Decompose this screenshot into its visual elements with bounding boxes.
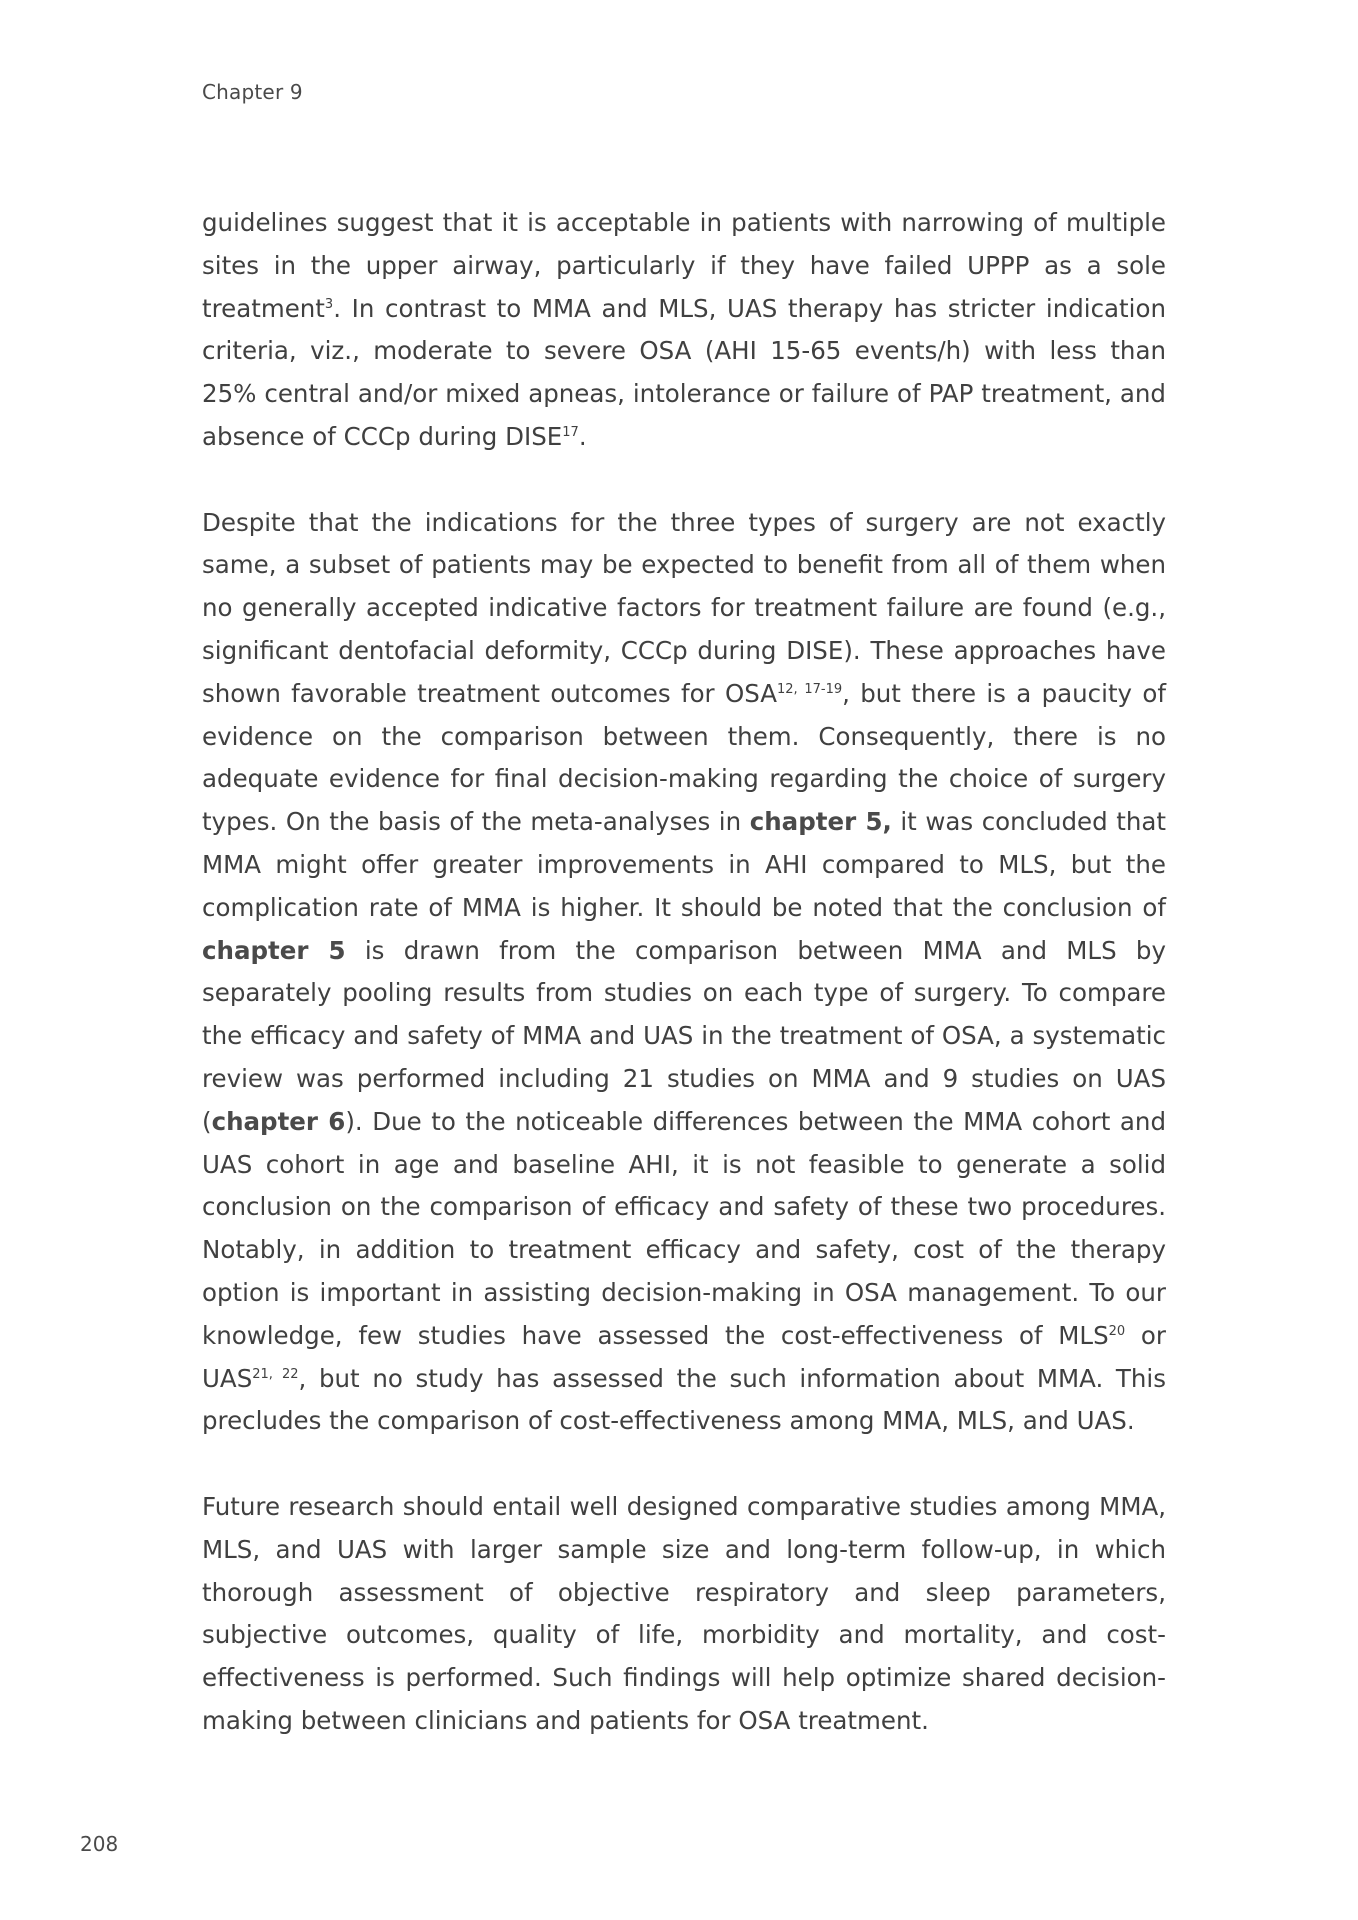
page-number: 208 <box>80 1832 119 1856</box>
text-run: , but no study has assessed the such information about MMA. This precludes the comparison of cost-effectiveness among MMA, MLS, and UAS. <box>202 1363 1166 1436</box>
text-run: guidelines suggest that it is acceptable in patients with narrowing of multiple sites in the upper airway, particularly if they have failed UPPP as a sole treatment <box>202 208 1166 323</box>
chapter-reference: chapter 6 <box>211 1106 346 1136</box>
running-head: Chapter 9 <box>202 80 303 104</box>
text-run: Despite that the indications for the three types of surgery are not exactly same, a subset of patients may be expected to benefit from all of them when no generally accepted indicative factors for treatment failure are found (e.g., significant dentofacial deformity, CCCp during DISE). These approaches have shown favorable treatment outcomes for OSA <box>202 507 1166 708</box>
reference-superscript: 17 <box>562 424 579 440</box>
paragraph-1 <box>202 202 1166 459</box>
text-run: . In contrast to MMA and MLS, UAS therapy has stricter indication criteria, viz., moderate to severe OSA (AHI 15-65 events/h) with less than 25% central and/or mixed apneas, intolerance or failure of PAP treatment, and absence of CCCp during DISE <box>202 293 1166 451</box>
reference-superscript: 3 <box>324 296 334 312</box>
text-run: Future research should entail well designed comparative studies among MMA, MLS, and UAS with larger sample size and long-term follow-up, in which thorough assessment of objective respiratory and sleep parameters, subjective outcomes, quality of life, morbidity and mortality, and cost-effectiveness is performed. Such findings will help optimize shared decision-making between clinicians and patients for OSA treatment. <box>202 1491 1166 1735</box>
text-run: or UAS <box>202 1320 1166 1393</box>
body-text <box>202 202 1166 1743</box>
chapter-reference: chapter 5 <box>202 935 346 965</box>
reference-superscript: 20 <box>1108 1323 1126 1339</box>
text-run: ). Due to the noticeable differences between the MMA cohort and UAS cohort in age and baseline AHI, it is not feasible to generate a solid conclusion on the comparison of efficacy and safety of these two procedures. Notably, in addition to treatment efficacy and safety, cost of the therapy option is important in assisting decision-making in OSA management. To our knowledge, few studies have assessed the cost-effectiveness of MLS <box>202 1106 1166 1350</box>
paragraph-2 <box>202 502 1166 1444</box>
chapter-reference: chapter 5, <box>749 807 892 837</box>
reference-superscript: 12, 17-19 <box>777 681 843 697</box>
text-run: is drawn from the comparison between MMA and MLS by separately pooling results from studies on each type of surgery. To compare the efficacy and safety of MMA and UAS in the treatment of OSA, a systematic review was performed including 21 studies on MMA and 9 studies on UAS ( <box>202 935 1166 1136</box>
reference-superscript: 21, 22 <box>252 1366 299 1382</box>
paragraph-3 <box>202 1486 1166 1743</box>
text-run: it was concluded that MMA might offer greater improvements in AHI compared to MLS, but the complication rate of MMA is higher. It should be noted that the conclusion of <box>202 807 1166 922</box>
text-run: . <box>578 421 587 451</box>
text-run: , but there is a paucity of evidence on the comparison between them. Consequently, there is no adequate evidence for final decision-making regarding the choice of surgery types. On the basis of the meta-analyses in <box>202 678 1166 837</box>
